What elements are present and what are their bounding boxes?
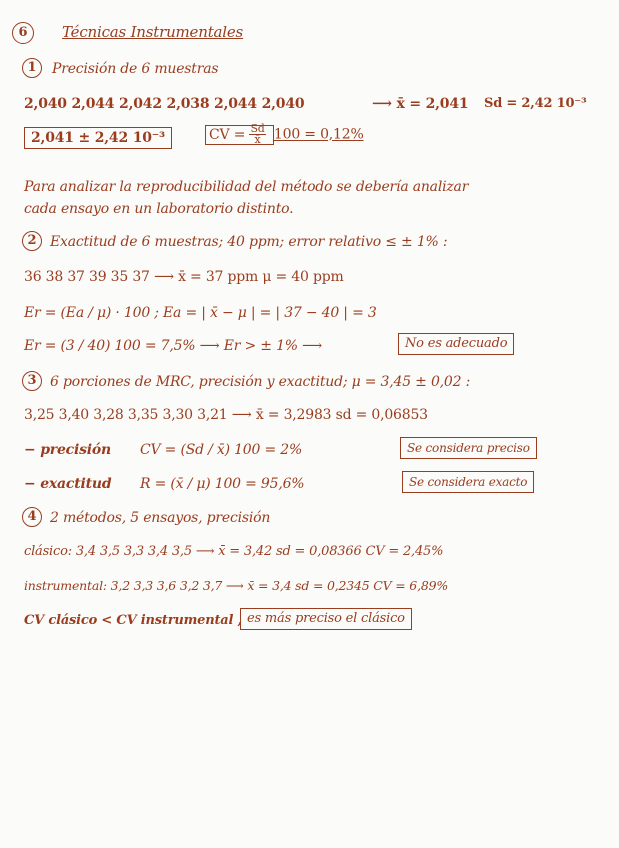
question-1-cv: [205, 124, 364, 145]
cv-numerator: Sd: [250, 122, 265, 135]
cv-result: 100 = 0,12%: [273, 126, 364, 143]
question-4-number: 4: [22, 507, 42, 527]
precision-verdict: Se considera preciso: [400, 437, 537, 459]
instrumental-method-line: instrumental: 3,2 3,3 3,6 3,2 3,7 ⟶ x̄ = 3,4 sd = 0,2345 CV = 6,89%: [24, 578, 449, 593]
question-2-verdict: No es adecuado: [398, 333, 514, 355]
question-1-number: 1: [22, 58, 42, 78]
question-1-mean: ⟶ x̄ = 2,041: [372, 96, 469, 112]
note-line-2: cada ensayo en un laboratorio distinto.: [24, 201, 294, 217]
final-conclusion: es más preciso el clásico: [240, 608, 412, 630]
question-1-heading: Precisión de 6 muestras: [52, 61, 219, 77]
accuracy-label: − exactitud: [24, 476, 112, 492]
question-2-data: 36 38 37 39 35 37 ⟶ x̄ = 37 ppm μ = 40 ppm: [24, 269, 344, 285]
question-2-heading: Exactitud de 6 muestras; 40 ppm; error relativo ≤ ± 1% :: [50, 234, 448, 250]
precision-formula: CV = (Sd / x̄) 100 = 2%: [140, 442, 303, 458]
cv-label: CV: [209, 126, 230, 143]
classic-method-line: clásico: 3,4 3,5 3,3 3,4 3,5 ⟶ x̄ = 3,42 sd = 0,08366 CV = 2,45%: [24, 544, 444, 559]
note-line-1: Para analizar la reproducibilidad del método se debería analizar: [24, 179, 469, 195]
section-number: 6: [18, 25, 28, 40]
section-number-circle: [12, 22, 34, 44]
question-1-data: 2,040 2,044 2,042 2,038 2,044 2,040: [24, 96, 305, 112]
question-1-boxed-result: 2,041 ± 2,42 10⁻³: [24, 127, 172, 149]
accuracy-verdict: Se considera exacto: [402, 471, 534, 493]
cv-fraction: [249, 124, 265, 145]
question-3-number: 3: [22, 371, 42, 391]
page-title: Técnicas Instrumentales: [62, 23, 244, 41]
question-4-heading: 2 métodos, 5 ensayos, precisión: [50, 510, 271, 526]
question-2-formula-2: Er = (3 / 40) 100 = 7,5% ⟶ Er > ± 1% ⟶: [24, 338, 323, 354]
cv-denominator: x̄: [254, 133, 261, 146]
question-3-data: 3,25 3,40 3,28 3,35 3,30 3,21 ⟶ x̄ = 3,2983 sd = 0,06853: [24, 407, 428, 423]
question-3-heading: 6 porciones de MRC, precisión y exactitud; μ = 3,45 ± 0,02 :: [50, 374, 471, 390]
precision-label: − precisión: [24, 442, 112, 458]
question-2-formula-1: Er = (Ea / μ) · 100 ; Ea = | x̄ − μ | = | 37 − 40 | = 3: [24, 305, 377, 321]
question-2-number: 2: [22, 231, 42, 251]
cv-box: CV = $\frac{Sd}{x̄}$: [205, 125, 274, 145]
accuracy-formula: R = (x̄ / μ) 100 = 95,6%: [140, 476, 305, 492]
cv-comparison: CV clásico < CV instrumental ,: [24, 613, 242, 628]
question-1-sd: Sd = 2,42 10⁻³: [484, 96, 587, 111]
